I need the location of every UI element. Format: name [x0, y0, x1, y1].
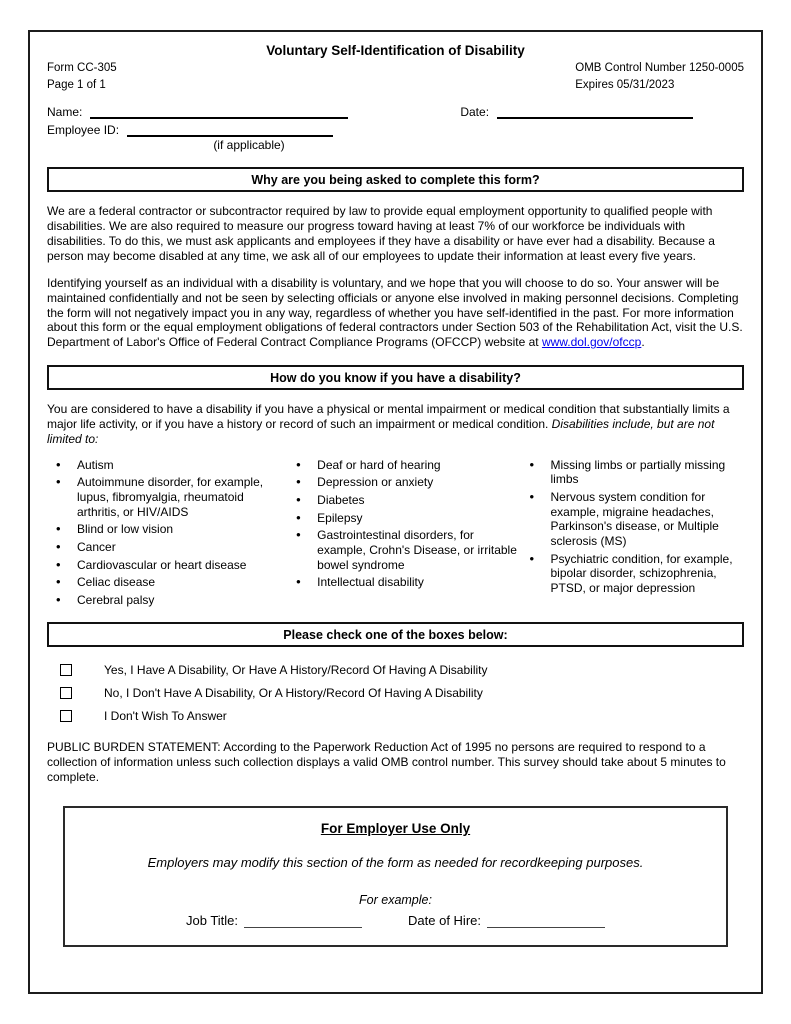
section3-header: Please check one of the boxes below: [47, 622, 744, 647]
section1-header: Why are you being asked to complete this form? [47, 167, 744, 192]
list-item: • Psychiatric condition, for example, bipolar disorder, schizophrenia, PTSD, or major depression [520, 552, 744, 596]
expires-date: Expires 05/31/2023 [575, 78, 675, 91]
if-applicable-note: (if applicable) [213, 138, 285, 153]
disability-yes-checkbox[interactable] [60, 664, 72, 676]
public-burden-statement: PUBLIC BURDEN STATEMENT: According to the Paperwork Reduction Act of 1995 no persons are required to respond to a collection of information unless such collection displays a valid OMB control number. This survey should take about 5 minutes to complete. [47, 740, 726, 785]
disability-column-3 [520, 458, 744, 611]
paragraph2-text: Identifying yourself as an individual with a disability is voluntary, and we hope that you will choose to do so. Your answer will be maintained confidentially and not be seen by selecting officials or anyone else involved in making personnel decisions. Completing the form will not negatively impact you in any way, regardless of whether you have self-identified in the past. For more information about this form or the equal employment obligations of federal contractors under Section 503 of the Rehabilitation Act, visit the U.S. Department of Labor's Office of Federal Contract Compliance Programs (OFCCP) website at [47, 275, 743, 350]
date-field[interactable] [497, 104, 693, 119]
date-of-hire-field[interactable] [487, 914, 605, 928]
employee-id-label: Employee ID: [47, 122, 120, 137]
paragraph2-period: . [641, 335, 645, 350]
list-item: • Deaf or hard of hearing [287, 458, 520, 473]
option-row-no [47, 686, 744, 700]
list-item: • Cardiovascular or heart disease [47, 558, 287, 573]
list-item: • Cancer [47, 540, 287, 555]
disability-definition-text: You are considered to have a disability if you have a physical or mental impairment or medical condition that substantially limits a major life activity, or if you have a history or record of such an impairment or medical condition. [47, 402, 730, 432]
option-row-yes [47, 663, 744, 677]
employee-id-field[interactable] [127, 122, 333, 137]
list-item: • Epilepsy [287, 511, 520, 526]
disability-examples-list [47, 458, 744, 611]
disability-column-1 [47, 458, 287, 611]
form-page [28, 30, 763, 994]
list-item: • Nervous system condition for example, migraine headaches, Parkinson's disease, or Multiple sclerosis (MS) [520, 490, 744, 549]
list-item: • Depression or anxiety [287, 475, 520, 490]
job-title-field[interactable] [244, 914, 362, 928]
section2-paragraph [47, 402, 744, 447]
dol-ofccp-link[interactable]: www.dol.gov/ofccp [541, 335, 642, 350]
option-label: No, I Don't Have A Disability, Or A History/Record Of Having A Disability [104, 686, 483, 701]
form-meta-right [575, 60, 744, 93]
list-item: • Gastrointestinal disorders, for example, Crohn's Disease, or irritable bowel syndrome [287, 528, 520, 572]
date-label: Date: [460, 104, 490, 119]
list-item: • Intellectual disability [287, 575, 520, 590]
list-item: • Autoimmune disorder, for example, lupus, fibromyalgia, rheumatoid arthritis, or HIV/AIDS [47, 475, 287, 519]
employer-box-note: Employers may modify this section of the form as needed for recordkeeping purposes. [147, 855, 644, 871]
form-meta [47, 60, 744, 93]
section2-header: How do you know if you have a disability? [47, 365, 744, 390]
list-item: • Diabetes [287, 493, 520, 508]
form-title: Voluntary Self-Identification of Disability [266, 43, 525, 58]
option-label: Yes, I Have A Disability, Or Have A History/Record Of Having A Disability [104, 663, 488, 678]
omb-number: OMB Control Number 1250-0005 [575, 62, 744, 74]
list-item: • Celiac disease [47, 575, 287, 590]
job-title-label: Job Title: [185, 913, 239, 929]
list-item: • Blind or low vision [47, 522, 287, 537]
employer-fields-row [93, 913, 698, 928]
section1-paragraph1: We are a federal contractor or subcontractor required by law to provide equal employment opportunity to qualified people with disabilities. We are also required to measure our progress toward having at least 7% of our workforce be individuals with disabilities. To do this, we must ask applicants and employees if they have a disability or have ever had a disability. Because a person may become disabled at any time, we ask all of our employees to update their information at least every five years. [47, 204, 715, 263]
list-item: • Missing limbs or partially missing limbs [520, 458, 744, 487]
date-of-hire-label: Date of Hire: [408, 913, 481, 929]
name-label: Name: [47, 104, 83, 119]
list-item: • Autism [47, 458, 287, 473]
no-answer-checkbox[interactable] [60, 710, 72, 722]
form-meta-left [47, 60, 117, 93]
employer-use-only-box [63, 806, 728, 947]
disabilities-include-text: Disabilities include, but are not limited to: [47, 417, 715, 446]
disability-no-checkbox[interactable] [60, 687, 72, 699]
checkbox-options [47, 663, 744, 723]
option-row-no-answer [47, 709, 744, 723]
form-number: Form CC-305 [47, 62, 117, 74]
page-label: Page 1 of 1 [47, 78, 106, 91]
name-field[interactable] [90, 104, 348, 119]
option-label: I Don't Wish To Answer [104, 709, 227, 724]
list-item: • Cerebral palsy [47, 593, 287, 608]
for-example-label: For example: [359, 893, 432, 908]
employer-box-title: For Employer Use Only [320, 821, 471, 837]
disability-column-2 [287, 458, 520, 611]
section1-paragraph2 [47, 276, 744, 350]
header-fields [47, 104, 744, 152]
